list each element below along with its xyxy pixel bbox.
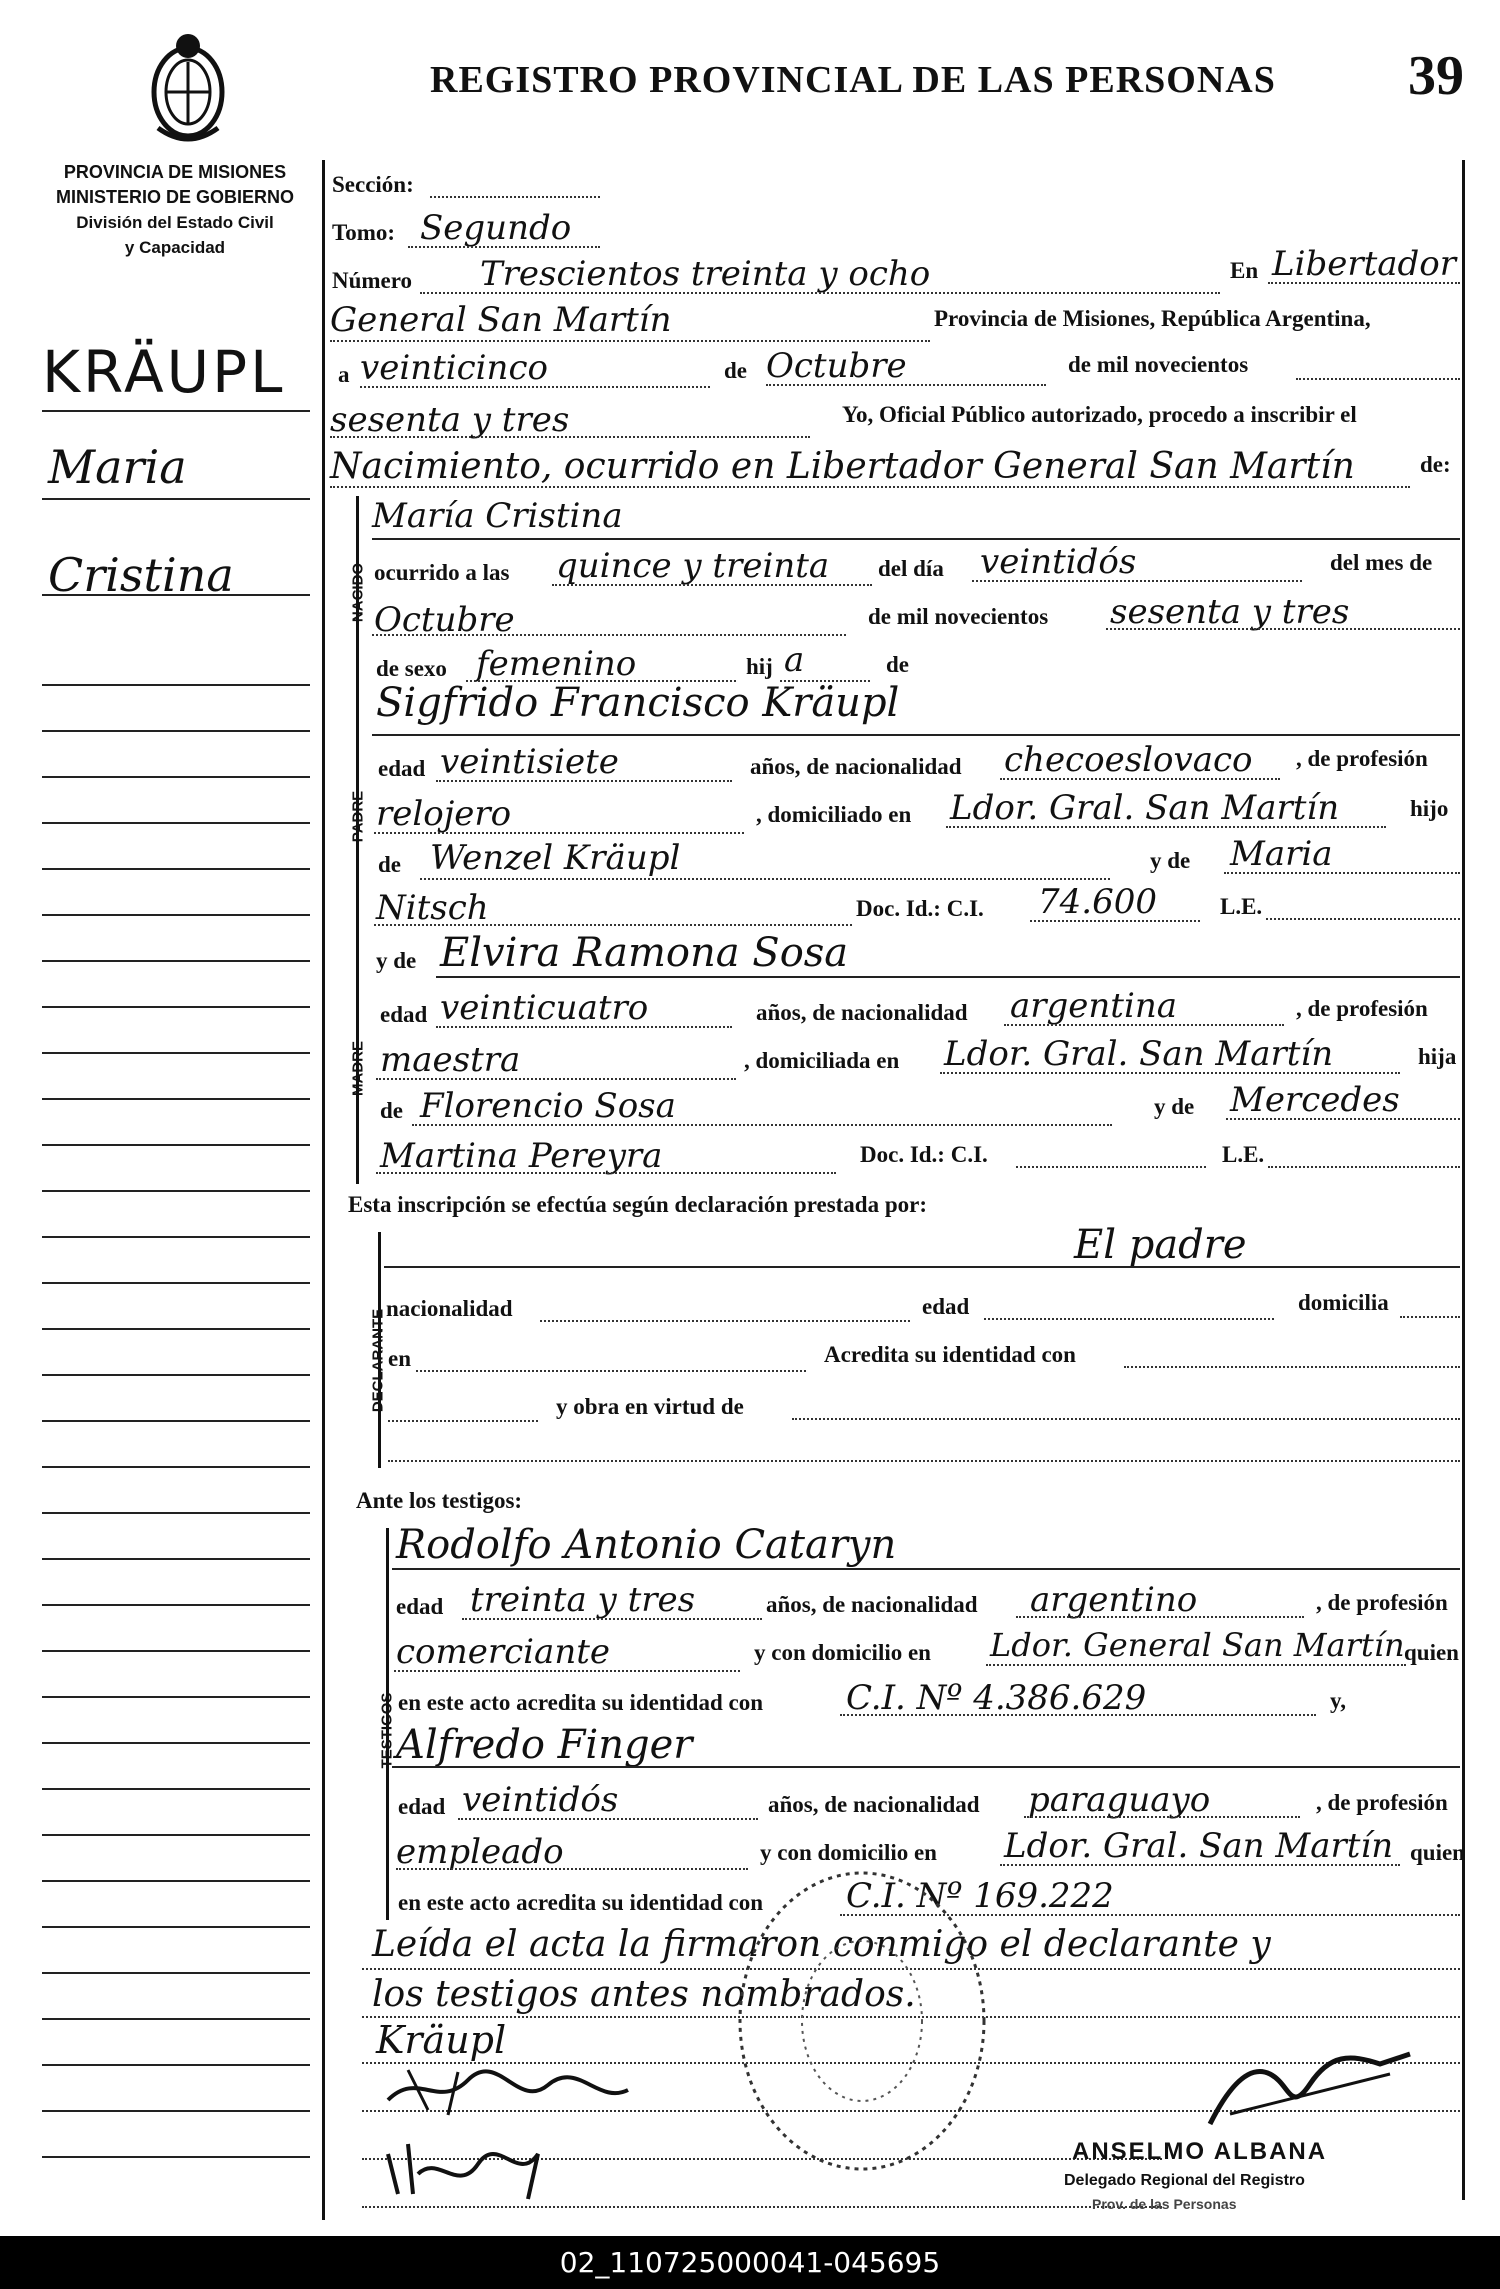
nacido-anio-value: sesenta y tres <box>1110 592 1350 632</box>
declarante-edad-label: edad <box>922 1294 970 1319</box>
nacido-nombre: María Cristina <box>372 496 623 536</box>
numero-label: Número <box>332 268 413 293</box>
testigo1-edad-label: edad <box>396 1594 444 1619</box>
en-value: Libertador <box>1272 244 1457 284</box>
hij-label: hij <box>746 654 773 679</box>
official-title: Delegado Regional del Registro <box>1064 2172 1305 2189</box>
a-label: a <box>338 362 350 387</box>
madre-profesion-value: maestra <box>380 1040 521 1080</box>
testigo2-edad-value: veintidós <box>462 1780 619 1820</box>
madre-edad-label: edad <box>380 1002 428 1027</box>
madre-domicilio-label: , domiciliada en <box>744 1048 900 1073</box>
padre-anios-label: años, de nacionalidad <box>750 754 962 779</box>
coat-of-arms-icon <box>138 28 238 150</box>
sexo-value: femenino <box>476 644 637 684</box>
testigo-y-label: y, <box>1330 1688 1346 1713</box>
padre-madre-value-2: Nitsch <box>376 888 489 928</box>
testigo2-profesion-value: empleado <box>396 1832 564 1872</box>
padre-doc-label: Doc. Id.: C.I. <box>856 896 984 921</box>
madre-padre-value: Florencio Sosa <box>420 1086 676 1126</box>
hij-value: a <box>784 640 805 680</box>
madre-edad-value: veinticuatro <box>440 988 649 1028</box>
testigo1-profesion-label: , de profesión <box>1316 1590 1448 1615</box>
testigo2-domicilio-label: y con domicilio en <box>760 1840 937 1865</box>
testigo2-domicilio-value: Ldor. Gral. San Martín <box>1004 1826 1394 1866</box>
testigo1-domicilio-label: y con domicilio en <box>754 1640 931 1665</box>
testigo2-nacionalidad-value: paraguayo <box>1028 1780 1211 1820</box>
madre-anios-label: años, de nacionalidad <box>756 1000 968 1025</box>
madre-doc-label: Doc. Id.: C.I. <box>860 1142 988 1167</box>
madre-le-label: L.E. <box>1222 1142 1265 1167</box>
declarante-nombre: El padre <box>1074 1222 1247 1268</box>
testigos-tag: TESTIGOS <box>378 1692 396 1769</box>
closing-line-1: Leída el acta la firmaron conmigo el declarante y <box>372 1924 1271 1965</box>
hora-value: quince y treinta <box>556 546 830 586</box>
madre-madre-value: Mercedes <box>1230 1080 1400 1120</box>
padre-edad-label: edad <box>378 756 426 781</box>
testigo1-doc-value: C.I. Nº 4.386.629 <box>846 1678 1147 1718</box>
testigo2-quien-label: quien <box>1410 1840 1465 1865</box>
mil-label: de mil novecientos <box>1068 352 1249 377</box>
footer-code: 02_110725000041-045695 <box>0 2236 1500 2289</box>
province-block <box>40 160 310 260</box>
nacido-mes-value: Octubre <box>374 600 515 640</box>
official-seal-icon <box>732 1866 992 2176</box>
anio-value: sesenta y tres <box>330 400 570 440</box>
declarante-intro: Esta inscripción se efectúa según declaración prestada por: <box>348 1192 928 1217</box>
testigo1-acredita-label: en este acto acredita su identidad con <box>398 1690 764 1715</box>
padre-y-de-label: y de <box>1150 848 1191 873</box>
testigo1-nacionalidad-value: argentino <box>1030 1580 1198 1620</box>
tomo-label: Tomo: <box>332 220 396 245</box>
en-value-2: General San Martín <box>330 300 672 340</box>
madre-domicilio-value: Ldor. Gral. San Martín <box>944 1034 1334 1074</box>
declarante-domicilia-label: domicilia <box>1298 1290 1389 1315</box>
padre-tag: PADRE <box>349 790 367 843</box>
padre-padre-value: Wenzel Kräupl <box>430 838 681 878</box>
signature-declarante: Kräupl <box>376 2018 507 2062</box>
testigo2-profesion-label: , de profesión <box>1316 1790 1448 1815</box>
signature-witness-1-icon <box>378 2060 638 2120</box>
declarante-acredita-label: Acredita su identidad con <box>824 1342 1076 1367</box>
padre-profesion-label: , de profesión <box>1296 746 1428 771</box>
de-label: de <box>724 358 747 383</box>
madre-nacionalidad-value: argentina <box>1010 986 1178 1026</box>
padre-nombre: Sigfrido Francisco Kräupl <box>376 680 900 726</box>
nacido-dia-value: veintidós <box>980 542 1137 582</box>
tomo-value: Segundo <box>420 208 572 248</box>
padre-le-label: L.E. <box>1220 894 1263 919</box>
official-name: ANSELMO ALBANA <box>1072 2138 1328 2165</box>
del-mes-label: del mes de <box>1330 550 1433 575</box>
testigo2-doc-value: C.I. Nº 169.222 <box>846 1876 1114 1916</box>
testigo1-nombre: Rodolfo Antonio Cataryn <box>396 1522 897 1568</box>
margin-name-1: Maria <box>48 440 187 494</box>
margin-name-2: Cristina <box>48 548 234 602</box>
official-title-2: Prov. de las Personas <box>1092 2196 1237 2212</box>
evento-value: Nacimiento, ocurrido en Libertador General San Martín <box>330 446 1355 487</box>
margin-surname: KRÄUPL <box>42 338 286 406</box>
declarante-nacionalidad-label: nacionalidad <box>386 1296 513 1321</box>
oficial-text: Yo, Oficial Público autorizado, procedo a inscribir el <box>842 402 1357 427</box>
padre-domicilio-label: , domiciliado en <box>756 802 912 827</box>
numero-value: Trescientos treinta y ocho <box>480 254 931 294</box>
province-line: PROVINCIA DE MISIONES <box>63 162 287 182</box>
madre-profesion-label: , de profesión <box>1296 996 1428 1021</box>
division-line-2: y Capacidad <box>124 238 226 257</box>
nacido-de-label: de <box>886 652 909 677</box>
declarante-en-label: en <box>388 1346 411 1371</box>
padre-edad-value: veintisiete <box>440 742 619 782</box>
testigo1-profesion-value: comerciante <box>396 1632 610 1672</box>
testigo1-quien-label: quien <box>1404 1640 1459 1665</box>
madre-madre-value-2: Martina Pereyra <box>380 1136 663 1176</box>
testigo2-acredita-label: en este acto acredita su identidad con <box>398 1890 764 1915</box>
ministry-line: MINISTERIO DE GOBIERNO <box>55 187 295 207</box>
page-title: REGISTRO PROVINCIAL DE LAS PERSONAS <box>430 59 1276 101</box>
testigos-intro: Ante los testigos: <box>356 1488 523 1513</box>
declarante-obra-label: y obra en virtud de <box>556 1394 744 1419</box>
madre-hija-label: hija <box>1418 1044 1457 1069</box>
testigo2-anios-label: años, de nacionalidad <box>768 1792 980 1817</box>
de-colon-label: de: <box>1420 452 1451 477</box>
ocurrido-label: ocurrido a las <box>374 560 510 585</box>
provincia-text: Provincia de Misiones, República Argentina, <box>934 306 1371 331</box>
madre-y-de-label: y de <box>376 948 417 973</box>
dia-value: veinticinco <box>360 348 548 388</box>
division-line: División del Estado Civil <box>76 213 274 232</box>
testigo1-anios-label: años, de nacionalidad <box>766 1592 978 1617</box>
closing-line-2: los testigos antes nombrados. <box>372 1974 916 2015</box>
mes-value: Octubre <box>766 346 907 386</box>
padre-hijo-label: hijo <box>1410 796 1449 821</box>
padre-profesion-value: relojero <box>376 794 512 834</box>
padre-madre-value: Maria <box>1230 834 1333 874</box>
del-dia-label: del día <box>878 556 944 581</box>
padre-de-label: de <box>378 852 401 877</box>
padre-domicilio-value: Ldor. Gral. San Martín <box>950 788 1340 828</box>
madre-tag: MADRE <box>349 1041 367 1096</box>
page-number: 39 <box>1408 45 1464 107</box>
en-label: En <box>1230 258 1259 283</box>
declarante-tag: DECLARANTE <box>369 1308 387 1413</box>
padre-nacionalidad-value: checoeslovaco <box>1004 740 1253 780</box>
testigo2-nombre: Alfredo Finger <box>396 1722 693 1768</box>
nacido-tag: NACIDO <box>349 562 367 623</box>
madre-de-label: de <box>380 1098 403 1123</box>
signature-witness-2-icon <box>378 2124 578 2204</box>
sexo-label: de sexo <box>376 656 447 681</box>
nacido-mil-label: de mil novecientos <box>868 604 1049 629</box>
margin-ruled-lines <box>42 640 310 2200</box>
testigo1-domicilio-value: Ldor. General San Martín <box>990 1626 1405 1664</box>
official-signature-icon <box>1190 2044 1420 2134</box>
seccion-label: Sección: <box>332 172 414 197</box>
testigo1-edad-value: treinta y tres <box>470 1580 696 1620</box>
testigo2-edad-label: edad <box>398 1794 446 1819</box>
padre-doc-value: 74.600 <box>1038 882 1157 922</box>
madre-nombre: Elvira Ramona Sosa <box>440 930 849 976</box>
madre-y-de2-label: y de <box>1154 1094 1195 1119</box>
